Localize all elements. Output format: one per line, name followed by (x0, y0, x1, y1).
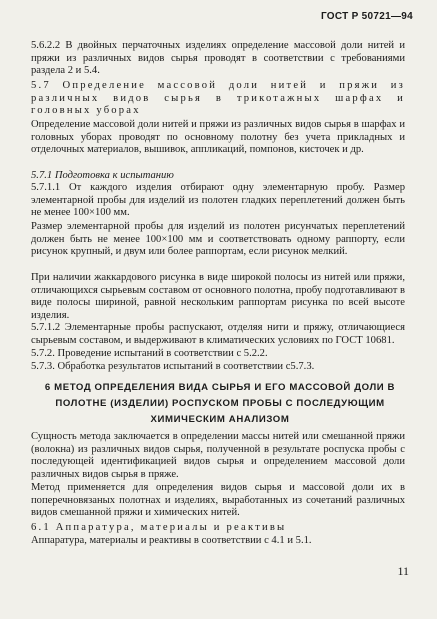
heading-5-7-1: 5.7.1 Подготовка к испытанию (31, 170, 174, 181)
paragraph-5-7-1-1: 5.7.1.1 От каждого изделия отбирают одну элементарную пробу. Размер элементарной пробы для изделий из полотен гладких переплетений должен быть не менее 100×100 мм. (31, 182, 405, 219)
page-number: 11 (397, 564, 409, 578)
paragraph-jacquard: При наличии жаккардового рисунка в виде широкой полосы из нитей или пряжи, отличающихся сырьевым составом от основного полотна, пробу подготавливают в виде полосы шириной, равной нескольким раппортам рисунка по всей высоте изделия. (31, 272, 405, 321)
heading-5-7: 5.7 Определение массовой доли нитей и пряжи из различных видов сырья в трикотажных шарфах и головных уборах (31, 80, 405, 117)
paragraph-5-7-1-2: 5.7.1.2 Элементарные пробы распускают, отделяя нити и пряжу, отличающиеся сырьевым составом, и выдерживают в климатических условиях по ГОСТ 10681. (31, 322, 405, 346)
section-6-title: 6 МЕТОД ОПРЕДЕЛЕНИЯ ВИДА СЫРЬЯ И ЕГО МАССОВОЙ ДОЛИ В ПОЛОТНЕ (ИЗДЕЛИИ) РОСПУСКОМ ПРОБЫ С ПОСЛЕДУЮЩИМ ХИМИЧЕСКИМ АНАЛИЗОМ (44, 382, 396, 425)
paragraph-5-7-2: 5.7.2. Проведение испытаний в соответствии с 5.2.2. (31, 348, 268, 359)
paragraph-sample-size: Размер элементарной пробы для изделий из полотен рисунчатых переплетений должен быть не менее 100×100 мм и соответствовать одному раппорту, если рисунок крупный, и двум или более раппортам, если рисунок мелкий. (31, 221, 405, 258)
paragraph-6-1-body: Аппаратура, материалы и реактивы в соответствии с 4.1 и 5.1. (31, 535, 312, 546)
heading-6-1: 6.1 Аппаратура, материалы и реактивы (31, 522, 287, 533)
paragraph-method-application: Метод применяется для определения видов сырья и массовой доли их в поперечновязаных полотнах и изделиях, выработанных из сочетаний различных видов смешанной пряжи и химических нитей. (31, 482, 405, 519)
paragraph-method-essence: Сущность метода заключается в определении массы нитей или смешанной пряжи (волокна) из различных видов сырья, полученной в результате роспуска пробы с последующей идентификацией видов сырья и определением массовой доли различных видов сырья в пряже. (31, 431, 405, 480)
paragraph-5-7-3: 5.7.3. Обработка результатов испытаний в соответствии с5.7.3. (31, 361, 315, 372)
paragraph-5-7-body: Определение массовой доли нитей и пряжи из различных видов сырья в шарфах и головных уборах проводят по основному полотну без учета прикладных и отделочных материалов, вышивок, аппликаций, помпонов, кисточек и др. (31, 119, 405, 156)
document-header: ГОСТ Р 50721—94 (320, 11, 413, 22)
paragraph-5-6-2-2: 5.6.2.2 В двойных перчаточных изделиях определение массовой доли нитей и пряжи из различных видов сырья проводят в соответствии с требованиями раздела 2 и 5.4. (31, 40, 405, 77)
